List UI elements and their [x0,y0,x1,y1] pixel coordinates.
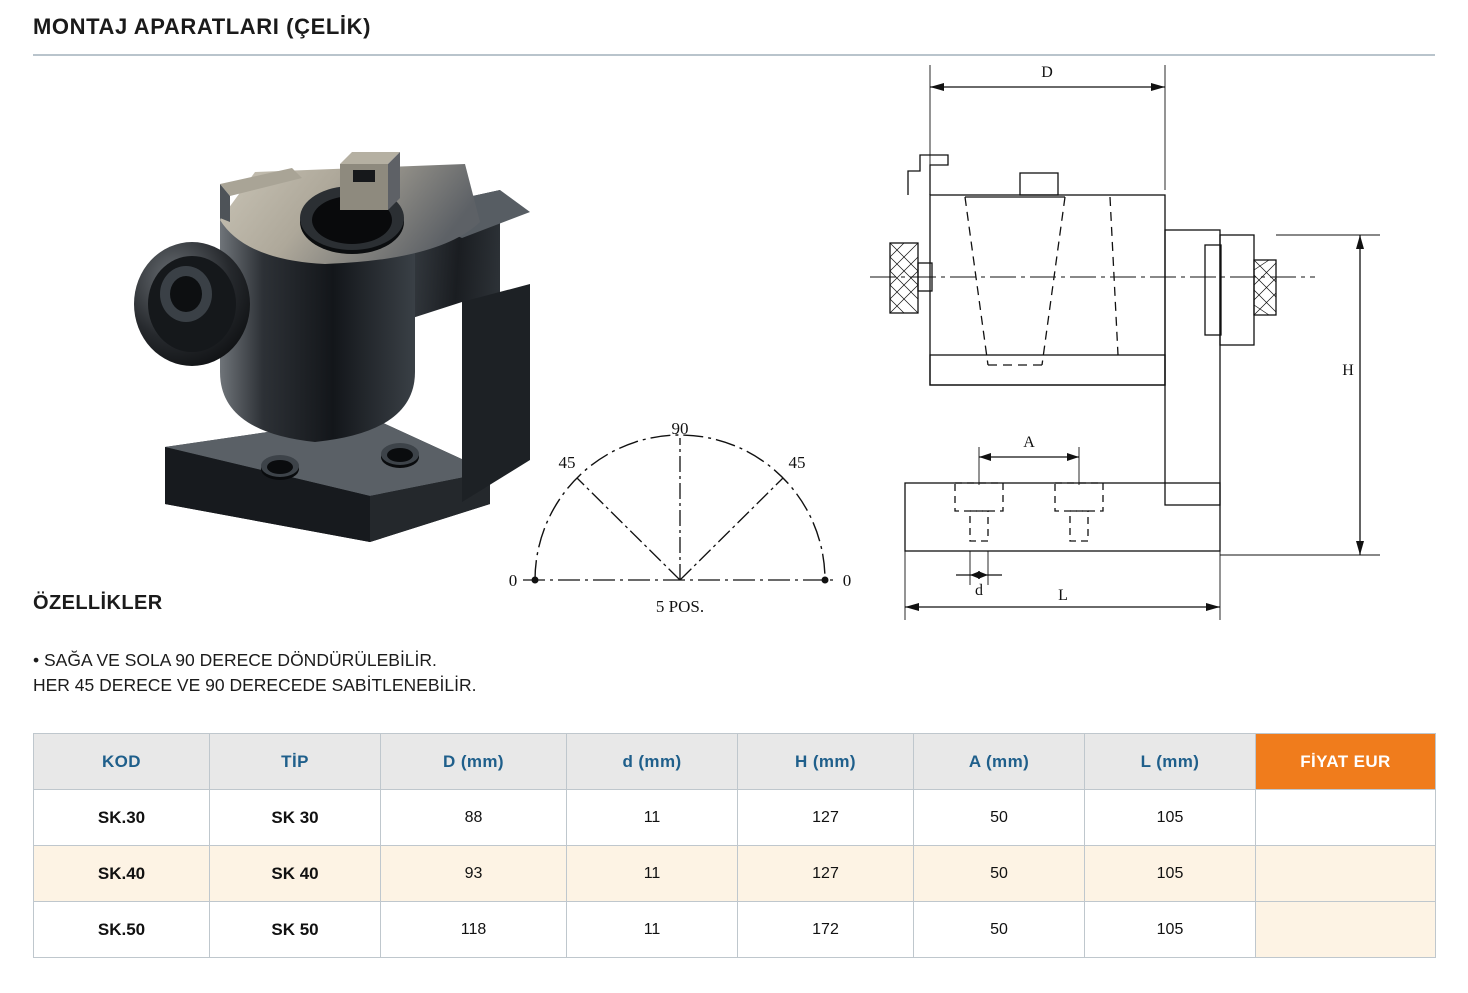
cell-d-major: 93 [381,846,567,902]
cell-h: 172 [738,902,914,958]
cell-kod: SK.50 [34,902,210,958]
angle-label-45-right: 45 [788,453,806,472]
cell-kod: SK.40 [34,846,210,902]
feature-line-1: • SAĞA VE SOLA 90 DERECE DÖNDÜRÜLEBİLİR. [33,650,437,670]
table-row [34,846,1436,902]
product-photo [70,72,540,572]
angle-label-0-right: 0 [842,571,852,590]
dimension-label-D: D [1041,64,1053,81]
cell-l: 105 [1085,846,1256,902]
cell-tip: SK 40 [210,846,381,902]
cell-kod: SK.30 [34,790,210,846]
angle-label-45-left: 45 [558,453,576,472]
cell-h: 127 [738,846,914,902]
cell-d-minor: 11 [567,902,738,958]
cell-a: 50 [914,790,1085,846]
cell-d-minor: 11 [567,846,738,902]
specification-table [33,733,1436,958]
column-header-kod: KOD [34,734,210,790]
technical-drawing [860,55,1430,635]
cell-l: 105 [1085,902,1256,958]
table-header-row [34,734,1436,790]
column-header-d-major: D (mm) [381,734,567,790]
page-title: MONTAJ APARATLARI (ÇELİK) [33,14,372,39]
dimension-label-A: A [1023,434,1035,451]
cell-price [1256,846,1436,902]
column-header-a: A (mm) [914,734,1085,790]
column-header-tip: TİP [210,734,381,790]
cell-price [1256,790,1436,846]
cell-d-major: 88 [381,790,567,846]
angle-label-90: 90 [671,420,689,438]
features-body [33,648,753,698]
angle-label-0-left: 0 [508,571,518,590]
table-row [34,902,1436,958]
cell-d-minor: 11 [567,790,738,846]
cell-tip: SK 50 [210,902,381,958]
features-title: ÖZELLİKLER [33,592,163,614]
dimension-label-L: L [1058,587,1068,604]
cell-h: 127 [738,790,914,846]
angle-label-positions: 5 POS. [655,597,705,616]
cell-l: 105 [1085,790,1256,846]
dimension-label-d: d [975,582,983,599]
column-header-h: H (mm) [738,734,914,790]
cell-a: 50 [914,902,1085,958]
column-header-l: L (mm) [1085,734,1256,790]
cell-a: 50 [914,846,1085,902]
angle-position-diagram [505,420,855,640]
dimension-label-H: H [1342,362,1354,379]
feature-line-2: HER 45 DERECE VE 90 DERECEDE SABİTLENEBİLİR. [33,675,477,695]
cell-d-major: 118 [381,902,567,958]
cell-price [1256,902,1436,958]
column-header-d-minor: d (mm) [567,734,738,790]
cell-tip: SK 30 [210,790,381,846]
table-row [34,790,1436,846]
column-header-price: FİYAT EUR [1256,734,1436,790]
